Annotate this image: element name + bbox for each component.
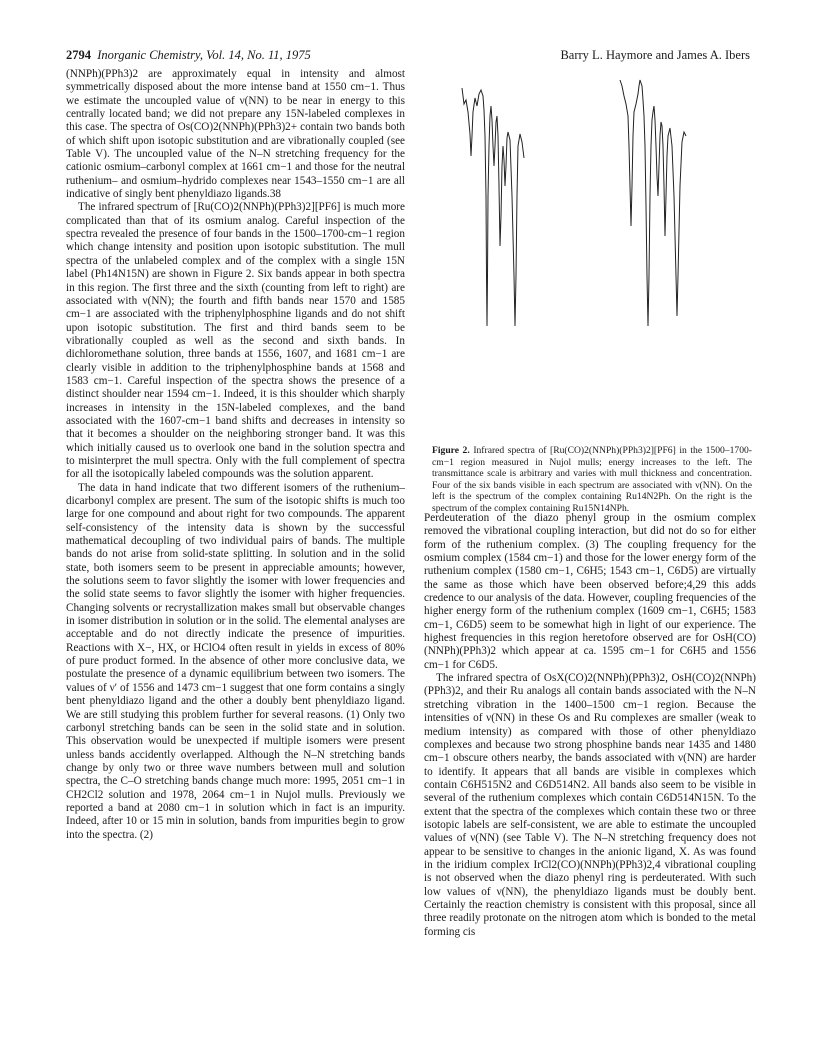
header-left (66, 48, 311, 63)
journal-citation: Inorganic Chemistry, Vol. 14, No. 11, 1975 (97, 48, 311, 62)
spectrum-left-trace (462, 88, 524, 326)
caption-label: Figure 2. (432, 445, 470, 456)
ir-spectra-plot (424, 76, 756, 446)
left-column (66, 68, 405, 842)
running-header (66, 48, 750, 68)
spectrum-right-trace (620, 80, 686, 326)
paragraph: Perdeuteration of the diazo phenyl group in the osmium complex removed the vibrational coupling interaction, but did not do so for either form of the ruthenium complex. (3) The coupling frequency for the osmium complex (1584 cm−1) and those for the lower energy form of the ruthenium complex (1580 cm−1, C6H5; 1543 cm−1, C6D5) are virtually the same as those which have been observed before;4,29 this adds credence to our analysis of the data. However, coupling frequencies of the higher energy form of the ruthenium complex (1609 cm−1, C6H5; 1583 cm−1, C6D5) seem to be somewhat high in light of our experience. The highest frequencies in this region heretofore observed are for OsH(CO)(NNPh)(PPh3)2 which appear at ca. 1595 cm−1 for C6H5 and 1556 cm−1 for C6D5. (424, 512, 756, 671)
figure-2-ir-spectra (424, 76, 756, 446)
right-column (424, 512, 756, 939)
page-number: 2794 (66, 48, 91, 62)
paragraph: The infrared spectra of OsX(CO)2(NNPh)(PPh3)2, OsH(CO)2(NNPh)(PPh3)2, and their Ru analogs all contain bands associated with the N–N stretching vibration in the 1400–1500 cm−1 region. Because the intensities of ν(NN) in these Os and Ru complexes are smaller (weak to medium intensity) as compared with those of other phenyldiazo complexes and because two strong phosphine bands near 1435 and 1480 cm−1 obscure others nearby, the bands associated with ν(NN) are harder to identify. It appears that all bands are visible in complexes which contain C6H515N2 and C6D514N2. All bands also seem to be visible in several of the ruthenium complexes which contain C6D514N15N. To the extent that the spectra of the complexes which contain these two or three isotopic labels are self-consistent, we are able to estimate the uncoupled values of ν(NN) (see Table V). The N–N stretching frequency does not appear to be sensitive to changes in the anionic ligand, X. As was found in the iridium complex IrCl2(CO)(NNPh)(PPh3)2,4 vibrational coupling is not observed when the diazo phenyl ring is perdeuterated. With such low values of ν(NN), the phenyldiazo ligands must be doubly bent. Certainly the reaction chemistry is consistent with this proposal, since all three readily protonate on the nitrogen atom which is bonded to the metal forming cis (424, 672, 756, 938)
figure-caption (432, 445, 752, 515)
author-names: Barry L. Haymore and James A. Ibers (560, 48, 750, 62)
caption-text: Infrared spectra of [Ru(CO)2(NNPh)(PPh3)2][PF6] in the 1500–1700-cm−1 region measured in Nujol mulls; energy increases to the left. The transmittance scale is arbitrary and varies with mull thickness and concentration. Four of the six bands visible in each spectrum are associated with ν(NN). On the left is the spectrum of the complex containing Ru14N2Ph. On the right is the spectrum of the complex containing Ru15N14NPh. (432, 445, 752, 514)
paragraph: The infrared spectrum of [Ru(CO)2(NNPh)(PPh3)2][PF6] is much more complicated than that of its osmium analog. Careful inspection of the spectra revealed the presence of four bands in the 1500–1700-cm−1 region which change intensity and position upon isotopic substitution. The mull spectra of the unlabeled complex and of the complex with a single 15N label (Ph14N15N) are shown in Figure 2. Six bands appear in both spectra in this region. The first three and the sixth (counting from left to right) are associated with ν(NN); the fourth and fifth bands near 1570 and 1585 cm−1 are associated with the triphenylphosphine ligands and do not shift upon isotopic substitution. The first and third bands seem to be vibrationally coupled as well as the second and sixth bands. In dichloromethane solution, three bands at 1556, 1607, and 1681 cm−1 are clearly visible in addition to the triphenylphosphine bands at 1568 and 1583 cm−1. Careful inspection of the spectra shows the presence of a distinct shoulder near 1594 cm−1. Indeed, it is this shoulder which sharply increases in intensity in the 15N-labeled complexes, and the band associated with the 1607-cm−1 band shifts and decreases in intensity so that it becomes a shoulder on the neighboring stronger band. It was this which initially caused us to overlook one band in the solution spectra and to misinterpret the mull spectra. Only with the full complement of spectra for all the isotopically labeled compounds was the solution apparent. (66, 201, 405, 481)
paragraph: The data in hand indicate that two different isomers of the ruthenium–dicarbonyl complex are present. The sum of the isotopic shifts is much too large for one compound and about right for two compounds. The apparent self-consistency of the intensity data is shown by the successful mathematical decoupling of two individual pairs of bands. The multiple bands do not arise from solid-state splitting. In solution and in the solid state, both isomers seem to be present in appreciable amounts; however, the solutions seem to favor slightly the isomer with lower frequencies and the solid state seems to favor slightly the isomer with higher frequencies. Changing solvents or recrystallization makes small but observable changes in isomer distribution in solution or in the solid. The elemental analyses are acceptable and do not directly indicate the presence of impurities. Reactions with X−, HX, or HClO4 often result in yields in excess of 80% of pure product formed. In the absence of other more conclusive data, we postulate the presence of a dynamic equilibrium between two isomers. The values of ν′ of 1556 and 1473 cm−1 suggest that one form contains a singly bent phenyldiazo ligand and the other a doubly bent phenyldiazo ligand. We are still studying this problem further for several reasons. (1) Only two carbonyl stretching bands can be seen in the solid state and in solution. This observation would be unexpected if multiple isomers were present unless bands accidently overlapped. Although the N–N stretching bands change by only two or three wave numbers between mull and solution spectra, the C–O stretching bands change much more: 1995, 2051 cm−1 in CH2Cl2 solution and 1978, 2064 cm−1 in Nujol mulls. Previously we reported a band at 2080 cm−1 in solution which in fact is an impurity. Indeed, after 10 or 15 min in solution, bands from impurities begin to grow into the spectra. (2) (66, 481, 405, 841)
paragraph: (NNPh)(PPh3)2 are approximately equal in intensity and almost symmetrically disposed about the more intense band at 1550 cm−1. Thus we estimate the uncoupled value of ν(NN) to be near in energy to this centrally located band; we did not prepare any 15N-labeled complexes in this case. The spectra of Os(CO)2(NNPh)(PPh3)2+ contain two bands both of which shift upon isotopic substitution and are vibrationally coupled (see Table V). The uncoupled value of the N–N stretching frequency for the cationic osmium–carbonyl complex at 1661 cm−1 and those for the neutral ruthenium– and osmium–hydrido complexes near 1543–1550 cm−1 are all indicative of singly bent phenyldiazo ligands.38 (66, 68, 405, 201)
